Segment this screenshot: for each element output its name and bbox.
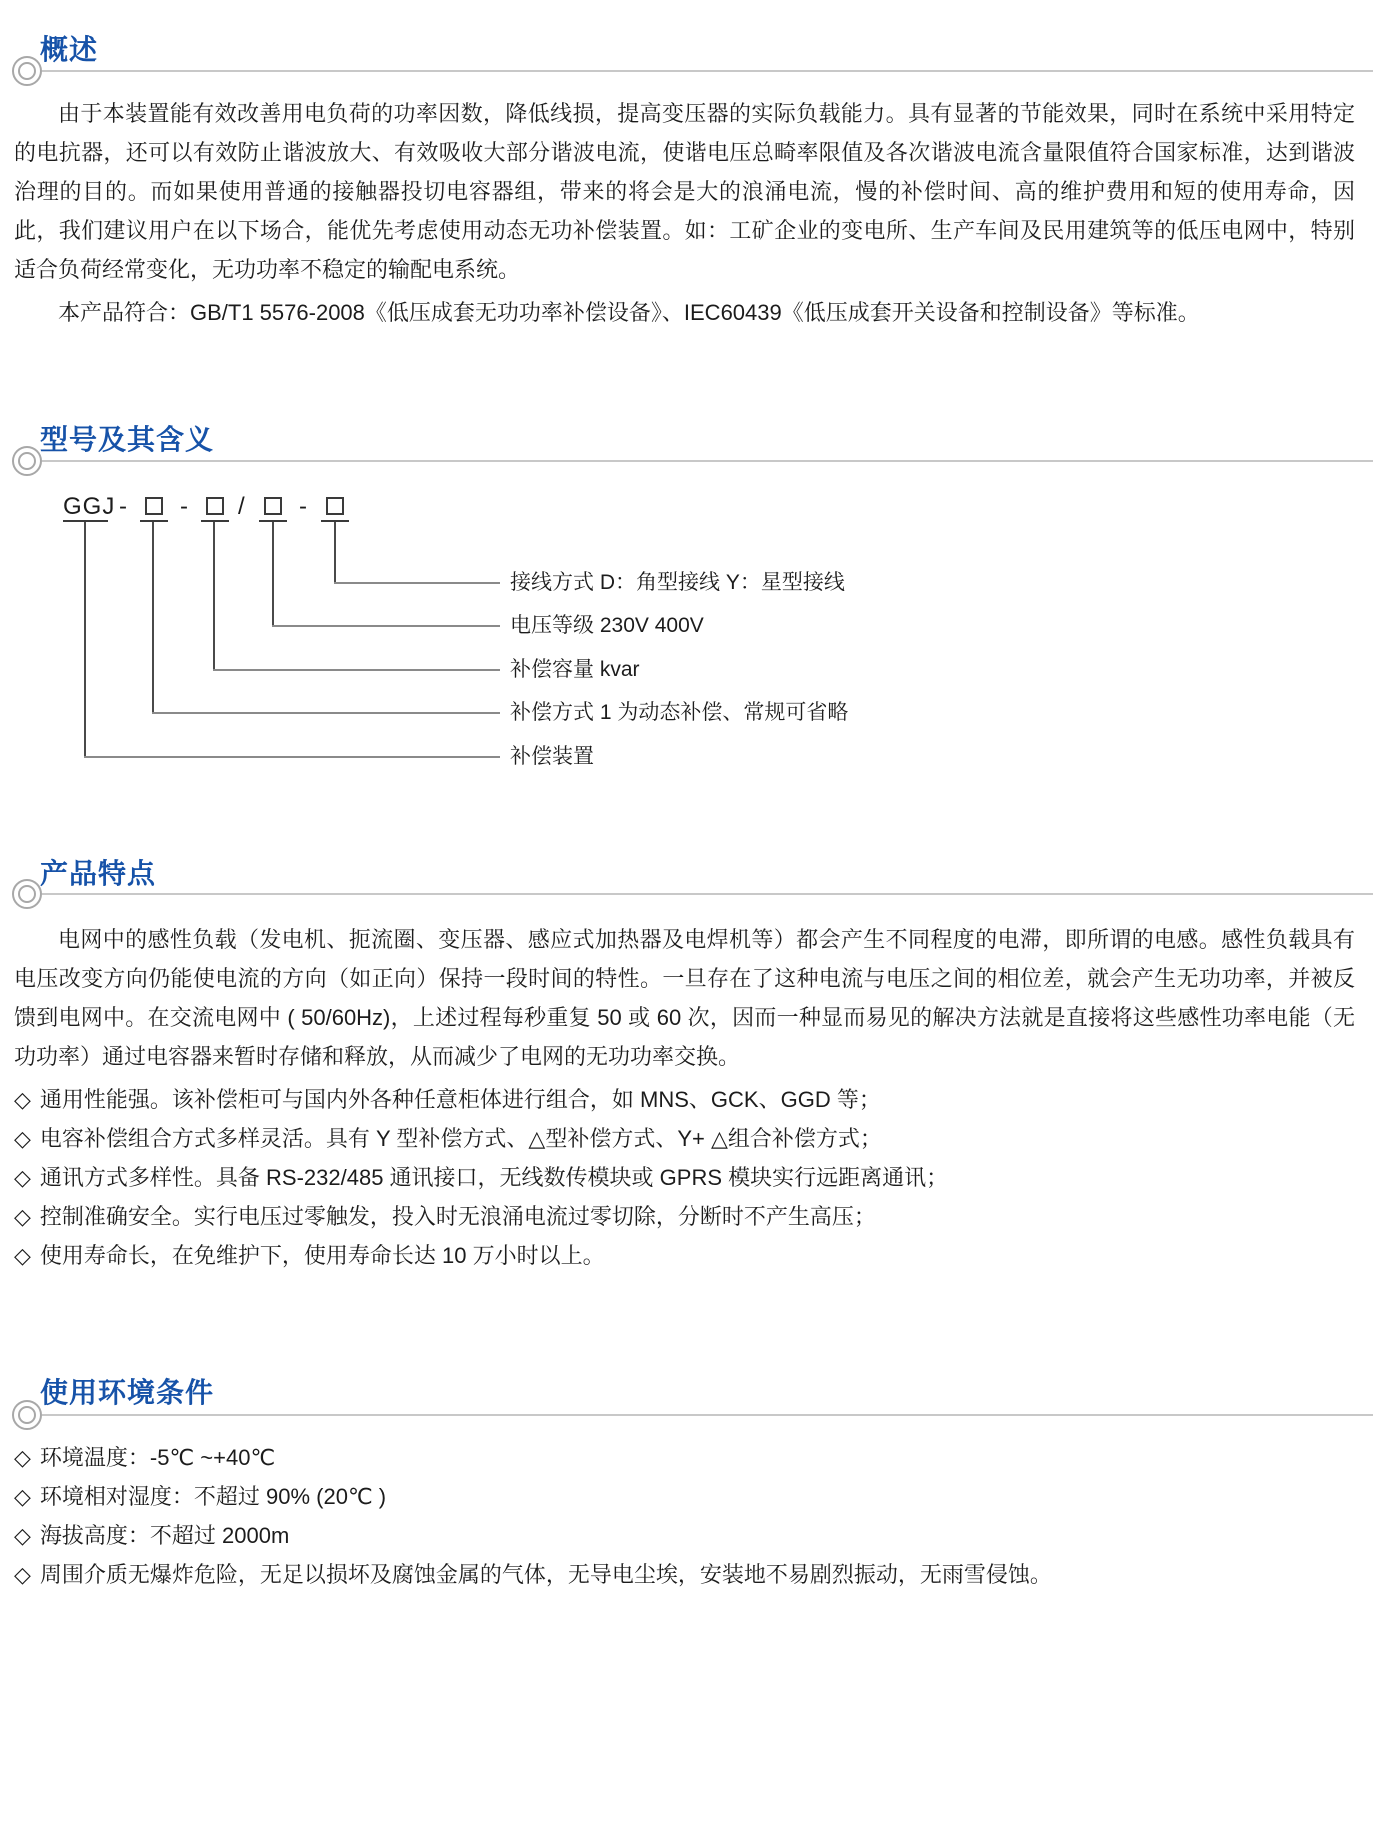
environment-item-text: 环境温度：-5℃ ~+40℃ [39,1445,276,1470]
model-label-compensation-mode: 补偿方式 1 为动态补偿、常规可省略 [510,701,849,724]
feature-item [14,1158,1355,1197]
diamond-bullet-icon: ◇ [14,1562,31,1587]
model-separator: / [238,493,246,520]
model-field-box-2 [206,497,224,515]
feature-item [14,1197,1355,1236]
diamond-bullet-icon: ◇ [14,1126,31,1151]
model-label-compensation-capacity: 补偿容量 kvar [510,658,640,681]
section-model [0,418,1373,818]
leader-line-horizontal [334,582,500,584]
environment-body [14,1438,1355,1594]
feature-item [14,1080,1355,1119]
leader-line-horizontal [272,625,500,627]
model-label-voltage-grade: 电压等级 230V 400V [510,614,704,637]
diamond-bullet-icon: ◇ [14,1087,31,1112]
section-ring-icon [12,56,42,86]
model-label-wiring-mode: 接线方式 D：角型接线 Y：星型接线 [510,571,845,594]
environment-item-text: 周围介质无爆炸危险，无足以损坏及腐蚀金属的气体，无导电尘埃，安装地不易剧烈振动，无雨雪侵蚀。 [39,1562,1052,1587]
overview-paragraph: 由于本装置能有效改善用电负荷的功率因数，降低线损，提高变压器的实际负载能力。具有显著的节能效果，同时在系统中采用特定的电抗器，还可以有效防止谐波放大、有效吸收大部分谐波电流，使谐电压总畸率限值及各次谐波电流含量限值符合国家标准，达到谐波治理的目的。而如果使用普通的接触器投切电容器组，带来的将会是大的浪涌电流，慢的补偿时间、高的维护费用和短的使用寿命，因此，我们建议用户在以下场合，能优先考虑使用动态无功补偿装置。如：工矿企业的变电所、生产车间及民用建筑等的低压电网中，特别适合负荷经常变化，无功功率不稳定的输配电系统。 [14,101,1355,282]
section-ring-inner [18,885,36,903]
section-features-header [0,852,1373,912]
section-model-header [0,418,1373,478]
section-divider-line [42,70,1373,72]
leader-line-horizontal [213,669,500,671]
features-body [14,920,1355,1275]
feature-item [14,1236,1355,1275]
section-divider-line [42,893,1373,895]
section-divider-line [42,460,1373,462]
environment-item [14,1516,1355,1555]
section-features [0,852,1373,1302]
model-field-box-1 [145,497,163,515]
environment-item [14,1477,1355,1516]
section-ring-icon [12,1400,42,1430]
features-bullet-list [14,1080,1355,1275]
section-ring-inner [18,62,36,80]
features-paragraph: 电网中的感性负载（发电机、扼流圈、变压器、感应式加热器及电焊机等）都会产生不同程度的电滞，即所谓的电感。感性负载具有电压改变方向仍能使电流的方向（如正向）保持一段时间的特性。一旦存在了这种电流与电压之间的相位差，就会产生无功功率，并被反馈到电网中。在交流电网中 ( 50/60Hz)，上述过程每秒重复 50 或 60 次，因而一种显而易见的解决方法就是直接将这些感性功率电能（无功功率）通过电容器来暂时存储和释放，从而减少了电网的无功功率交换。 [14,927,1355,1069]
feature-item-text: 使用寿命长，在免维护下，使用寿命长达 10 万小时以上。 [39,1243,605,1268]
leader-line-horizontal [152,712,500,714]
model-separator: - [180,493,189,520]
diamond-bullet-icon: ◇ [14,1204,31,1229]
section-ring-icon [12,446,42,476]
model-code-prefix: GGJ [63,493,116,520]
section-overview-header [0,28,1373,88]
leader-line-vertical [213,522,215,670]
leader-line-vertical [84,522,86,757]
section-overview [0,28,1373,408]
diamond-bullet-icon: ◇ [14,1165,31,1190]
environment-item [14,1555,1355,1594]
model-field-box-3 [264,497,282,515]
section-title: 概述 [40,34,99,65]
section-divider-line [42,1414,1373,1416]
leader-line-horizontal [84,756,500,758]
section-ring-icon [12,879,42,909]
section-title: 型号及其含义 [40,424,215,455]
model-label-compensation-device: 补偿装置 [510,745,594,768]
model-field-box-4 [326,497,344,515]
feature-item-text: 通用性能强。该补偿柜可与国内外各种任意柜体进行组合，如 MNS、GCK、GGD 等； [39,1087,881,1112]
overview-body [14,94,1355,332]
section-ring-inner [18,1406,36,1424]
environment-item [14,1438,1355,1477]
model-underline [201,520,229,522]
overview-standards-paragraph: 本产品符合：GB/T1 5576-2008《低压成套无功功率补偿设备》、IEC60439《低压成套开关设备和控制设备》等标准。 [58,300,1200,325]
leader-line-vertical [334,522,336,583]
section-environment [0,1371,1373,1631]
section-environment-header [0,1371,1373,1431]
diamond-bullet-icon: ◇ [14,1445,31,1470]
section-title: 使用环境条件 [40,1377,215,1408]
feature-item-text: 电容补偿组合方式多样灵活。具有 Y 型补偿方式、△型补偿方式、Y+ △组合补偿方式； [39,1126,882,1151]
feature-item-text: 控制准确安全。实行电压过零触发，投入时无浪涌电流过零切除，分断时不产生高压； [39,1204,876,1229]
environment-bullet-list [14,1438,1355,1594]
environment-item-text: 环境相对湿度：不超过 90% (20℃ ) [39,1484,387,1509]
model-separator: - [299,493,308,520]
model-separator: - [119,493,128,520]
leader-line-vertical [152,522,154,713]
feature-item-text: 通讯方式多样性。具备 RS-232/485 通讯接口，无线数传模块或 GPRS 模块实行远距离通讯； [39,1165,949,1190]
diamond-bullet-icon: ◇ [14,1484,31,1509]
diamond-bullet-icon: ◇ [14,1523,31,1548]
environment-item-text: 海拔高度：不超过 2000m [39,1523,290,1548]
model-underline [140,520,168,522]
diamond-bullet-icon: ◇ [14,1243,31,1268]
section-ring-inner [18,452,36,470]
leader-line-vertical [272,522,274,626]
feature-item [14,1119,1355,1158]
section-title: 产品特点 [40,858,157,889]
